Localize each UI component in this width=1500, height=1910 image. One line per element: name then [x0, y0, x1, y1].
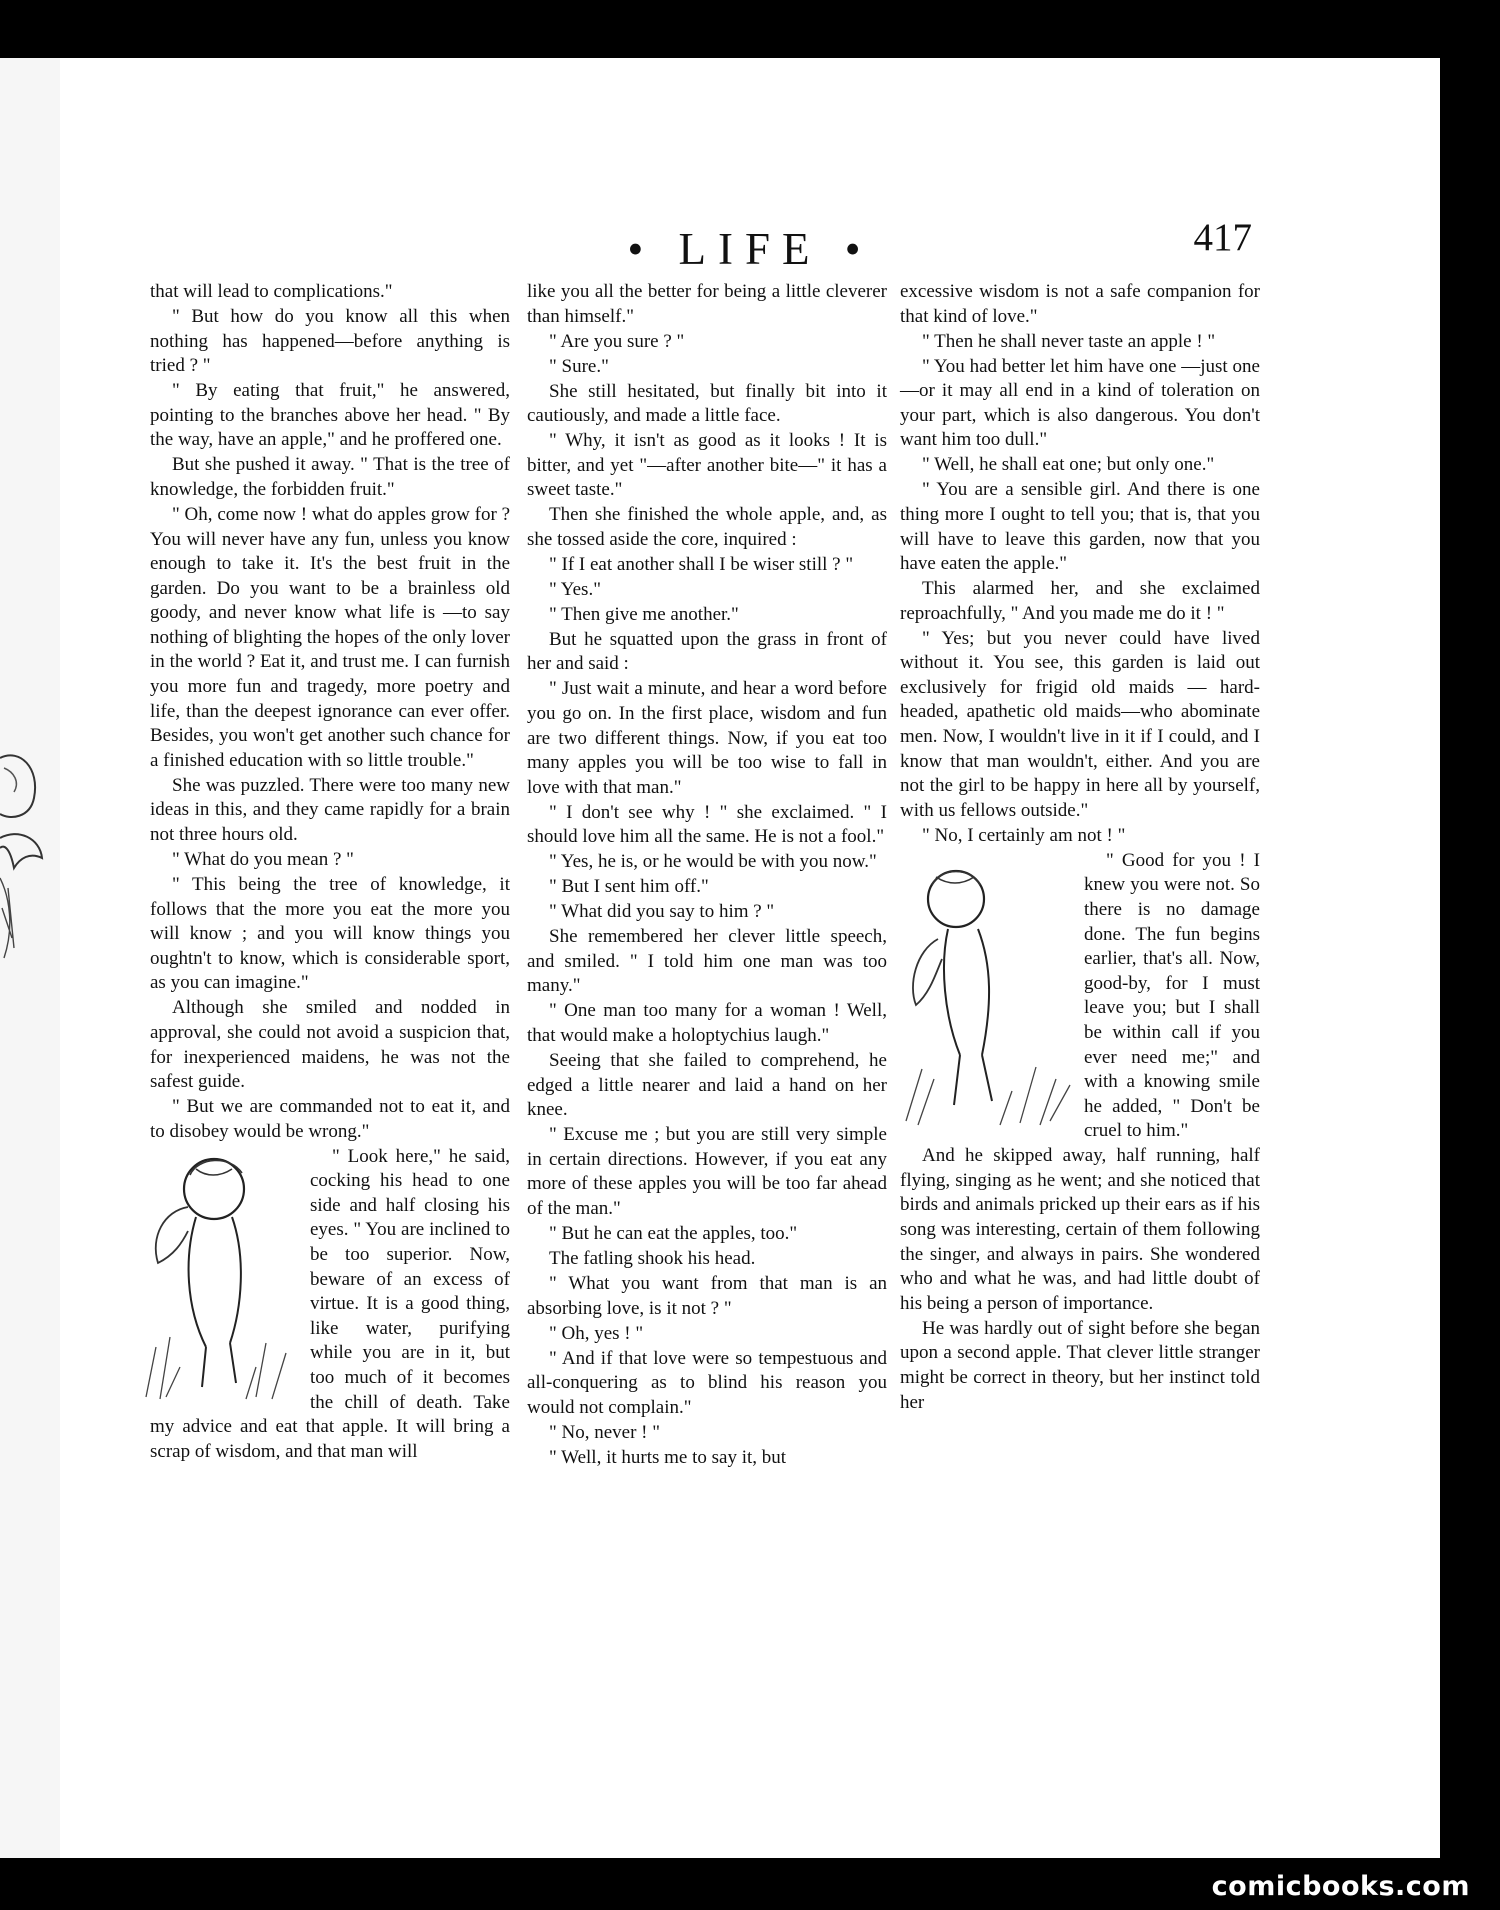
paragraph: " You had better let him have one —just one—or it may all end in a kind of toleration on your part, which is also dangerous. You don't want him too dull.": [900, 355, 1260, 451]
paragraph: " Yes; but you never could have lived without it. You see, this garden is laid out exclusively for frigid old maids — hard-headed, apathetic old maids—who abominate men. Now, I wouldn't live in it if I could, and I know that man wouldn't, either. And you are not the girl to be happy in here all by yourself, with us fellows outside.": [900, 627, 1260, 821]
paragraph: " But he can eat the apples, too.": [549, 1222, 798, 1244]
paragraph: like you all the better for being a little cleverer than himself.": [527, 281, 887, 327]
paragraph: " Oh, come now ! what do apples grow for ? You will never have any fun, unless you know enough to take it. It's the best fruit in the garden. Do you want to be a brainless old goody, and never know what life is —to say nothing of blighting the hopes of the only lover in the world ? Eat it, and trust me. I can furnish you more fun and tragedy, more poetry and life, than the deepest ignorance can ever offer. Besides, you won't get another such chance for a finished education with so little trouble.": [150, 503, 510, 771]
paragraph: She was puzzled. There were too many new ideas in this, and they came rapidly for a brain not three hours old.: [150, 774, 510, 846]
paragraph: " Well, it hurts me to say it, but: [549, 1446, 787, 1468]
paragraph: " No, never ! ": [549, 1421, 661, 1443]
paragraph: " Good for you ! I knew you were not. So there is no damage done. The fun begins earlier, that's all. Now, good-by, for I must leave you; but I shall be within call if you ever need me;" and with a knowing smile he added, " Don't be cruel to him.": [1084, 849, 1260, 1142]
paragraph: This alarmed her, and she exclaimed reproachfully, " And you made me do it ! ": [900, 578, 1260, 624]
paragraph: He was hardly out of sight before she began upon a second apple. That clever little stranger might be correct in theory, but her instinct told her: [900, 1317, 1260, 1413]
paragraph: " Why, it isn't as good as it looks ! It is bitter, and yet "—after another bite—" it has a sweet taste.": [527, 430, 887, 501]
paragraph: " Sure.": [549, 355, 609, 377]
paragraph: " And if that love were so tempestuous and all-conquering as to blind his reason you would not complain.": [527, 1347, 887, 1418]
paragraph: She remembered her clever little speech, and smiled. " I told him one man was too many.": [527, 926, 887, 997]
paragraph: " Look here," he said, cocking his head to one side and half closing his eyes. " You are inclined to be too superior. Now, beware of an excess of virtue. It is a good thing, like water, purifying while you are in it, but too much of it becomes the chill of death. Take my advice and eat that apple. It will bring a scrap of wisdom, and that man will: [150, 1145, 510, 1462]
paragraph: " But how do you know all this when nothing has happened—before anything is tried ? ": [150, 305, 510, 377]
paragraph: " Then give me another.": [549, 603, 739, 625]
text-column-1: [150, 280, 510, 1465]
page-number: 417: [1193, 216, 1252, 259]
paragraph: " Excuse me ; but you are still very simple in certain directions. However, if you eat any more of these apples you will be too far ahead of the man.": [527, 1124, 887, 1219]
paragraph: " Just wait a minute, and hear a word before you go on. In the first place, wisdom and fun are two different things. Now, if you eat too many apples you will be too wise to fall in love with that man.": [527, 678, 887, 798]
paragraph: " Then he shall never taste an apple ! ": [922, 330, 1216, 352]
paragraph: excessive wisdom is not a safe companion for that kind of love.": [900, 281, 1260, 327]
previous-page-edge: [0, 58, 60, 1858]
paragraph: that will lead to complications.": [150, 281, 393, 302]
paragraph: " If I eat another shall I be wiser still ? ": [549, 553, 854, 575]
paragraph: " You are a sensible girl. And there is one thing more I ought to tell you; that is, that you will have to leave this garden, now that you have eaten the apple.": [900, 479, 1260, 575]
masthead: • LIFE •: [627, 224, 873, 274]
paragraph: The fatling shook his head.: [549, 1247, 756, 1269]
paragraph: But she pushed it away. " That is the tree of knowledge, the forbidden fruit.": [150, 454, 510, 500]
paragraph: Then she finished the whole apple, and, as she tossed aside the core, inquired :: [527, 504, 887, 550]
paragraph: " What did you say to him ? ": [549, 901, 775, 923]
paragraph: " One man too many for a woman ! Well, that would make a holoptychius laugh.": [527, 1000, 887, 1047]
cherub-illustration-left: [136, 1147, 302, 1407]
paragraph: Seeing that she failed to comprehend, he edged a little nearer and laid a hand on her knee.: [527, 1050, 887, 1121]
cherub-fragment-illustration: [0, 748, 44, 978]
text-column-3: [900, 280, 1260, 1416]
paragraph: " Yes.": [549, 578, 601, 600]
paragraph: " What you want from that man is an absorbing love, is it not ? ": [527, 1272, 887, 1319]
paragraph: " Oh, yes ! ": [549, 1322, 644, 1344]
paragraph: " But I sent him off.": [549, 876, 709, 898]
paragraph: Although she smiled and nodded in approval, she could not avoid a suspicion that, for inexperienced maidens, he was not the safest guide.: [150, 997, 510, 1093]
watermark: comicbooks.com: [1211, 1871, 1470, 1902]
paragraph: " But we are commanded not to eat it, and to disobey would be wrong.": [150, 1096, 510, 1142]
paragraph: But he squatted upon the grass in front of her and said :: [527, 628, 887, 675]
paragraph: " Are you sure ? ": [549, 330, 685, 352]
paragraph: She still hesitated, but finally bit into it cautiously, and made a little face.: [527, 380, 887, 427]
paragraph: " I don't see why ! " she exclaimed. " I should love him all the same. He is not a fool.": [527, 801, 887, 848]
magazine-page: [60, 58, 1440, 1858]
paragraph: " What do you mean ? ": [172, 849, 354, 870]
paragraph: " By eating that fruit," he answered, pointing to the branches above her head. " By the way, have an apple," and he proffered one.: [150, 380, 510, 451]
paragraph: And he skipped away, half running, half flying, singing as he went; and she noticed that birds and animals pricked up their ears as if his song was interesting, certain of them following the singer, and always in pairs. She wondered who and what he was, and had little doubt of his being a person of importance.: [900, 1145, 1260, 1314]
paragraph: " This being the tree of knowledge, it follows that the more you eat the more you will know ; and you will know things you oughtn't to know, which is considerable sport, as you can imagine.": [150, 873, 510, 994]
paragraph: " No, I certainly am not ! ": [922, 824, 1126, 846]
text-column-2: [527, 280, 887, 1471]
paragraph: " Well, he shall eat one; but only one.": [922, 454, 1215, 476]
cherub-illustration-right: [900, 855, 1080, 1135]
paragraph: " Yes, he is, or he would be with you now.": [549, 851, 877, 873]
